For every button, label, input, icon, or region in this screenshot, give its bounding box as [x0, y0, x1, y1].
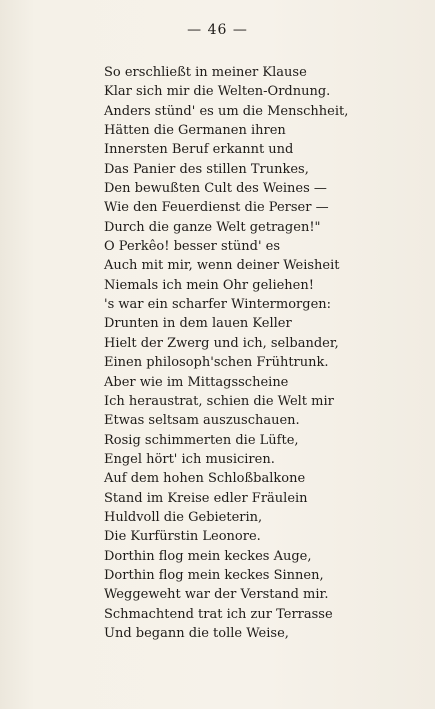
- poem-line: Dorthin flog mein keckes Sinnen,: [104, 567, 324, 583]
- poem-line: Auf dem hohen Schloßbalkone: [104, 471, 306, 487]
- page-number: — 46 —: [187, 22, 248, 38]
- poem-line: Dorthin flog mein keckes Auge,: [104, 548, 312, 564]
- poem-line: Hätten die Germanen ihren: [104, 123, 286, 139]
- poem-line: Rosig schimmerten die Lüfte,: [104, 432, 299, 448]
- poem-line: Einen philosoph'schen Frühtrunk.: [104, 355, 329, 371]
- poem-line: Schmachtend trat ich zur Terrasse: [104, 606, 333, 622]
- poem-line: Wie den Feuerdienst die Perser —: [104, 200, 329, 216]
- poem-line: Aber wie im Mittagsscheine: [104, 374, 289, 390]
- poem-line: Drunten in dem lauen Keller: [104, 316, 292, 332]
- poem-line: Das Panier des stillen Trunkes,: [104, 161, 309, 177]
- poem-line: Innersten Beruf erkannt und: [104, 142, 294, 158]
- poem-line: Anders stünd' es um die Menschheit,: [104, 103, 349, 119]
- poem-line: Huldvoll die Gebieterin,: [104, 509, 263, 525]
- poem-line: Etwas seltsam auszuschauen.: [104, 413, 300, 429]
- poem-line: Auch mit mir, wenn deiner Weisheit: [104, 258, 340, 274]
- poem-line: Engel hört' ich musiciren.: [104, 451, 275, 467]
- poem-line: Den bewußten Cult des Weines —: [104, 181, 327, 197]
- poem-line: So erschließt in meiner Klause: [104, 65, 307, 80]
- poem-line: O Perkêo! besser stünd' es: [104, 239, 281, 255]
- poem-line: Stand im Kreise edler Fräulein: [104, 490, 308, 506]
- poem-line: Weggeweht war der Verstand mir.: [104, 587, 329, 603]
- poem-line: Ich heraustrat, schien die Welt mir: [104, 393, 334, 409]
- poem-line: Niemals ich mein Ohr geliehen!: [104, 277, 314, 293]
- poem-line: 's war ein scharfer Wintermorgen:: [104, 297, 332, 313]
- poem-line: Durch die ganze Welt getragen!": [104, 219, 321, 235]
- poem-line: Klar sich mir die Welten-Ordnung.: [104, 84, 331, 100]
- poem-line: Hielt der Zwerg und ich, selbander,: [104, 335, 339, 351]
- poem-line: Und begann die tolle Weise,: [104, 625, 289, 641]
- poem-line: Die Kurfürstin Leonore.: [104, 529, 261, 545]
- poem-text: [104, 63, 404, 643]
